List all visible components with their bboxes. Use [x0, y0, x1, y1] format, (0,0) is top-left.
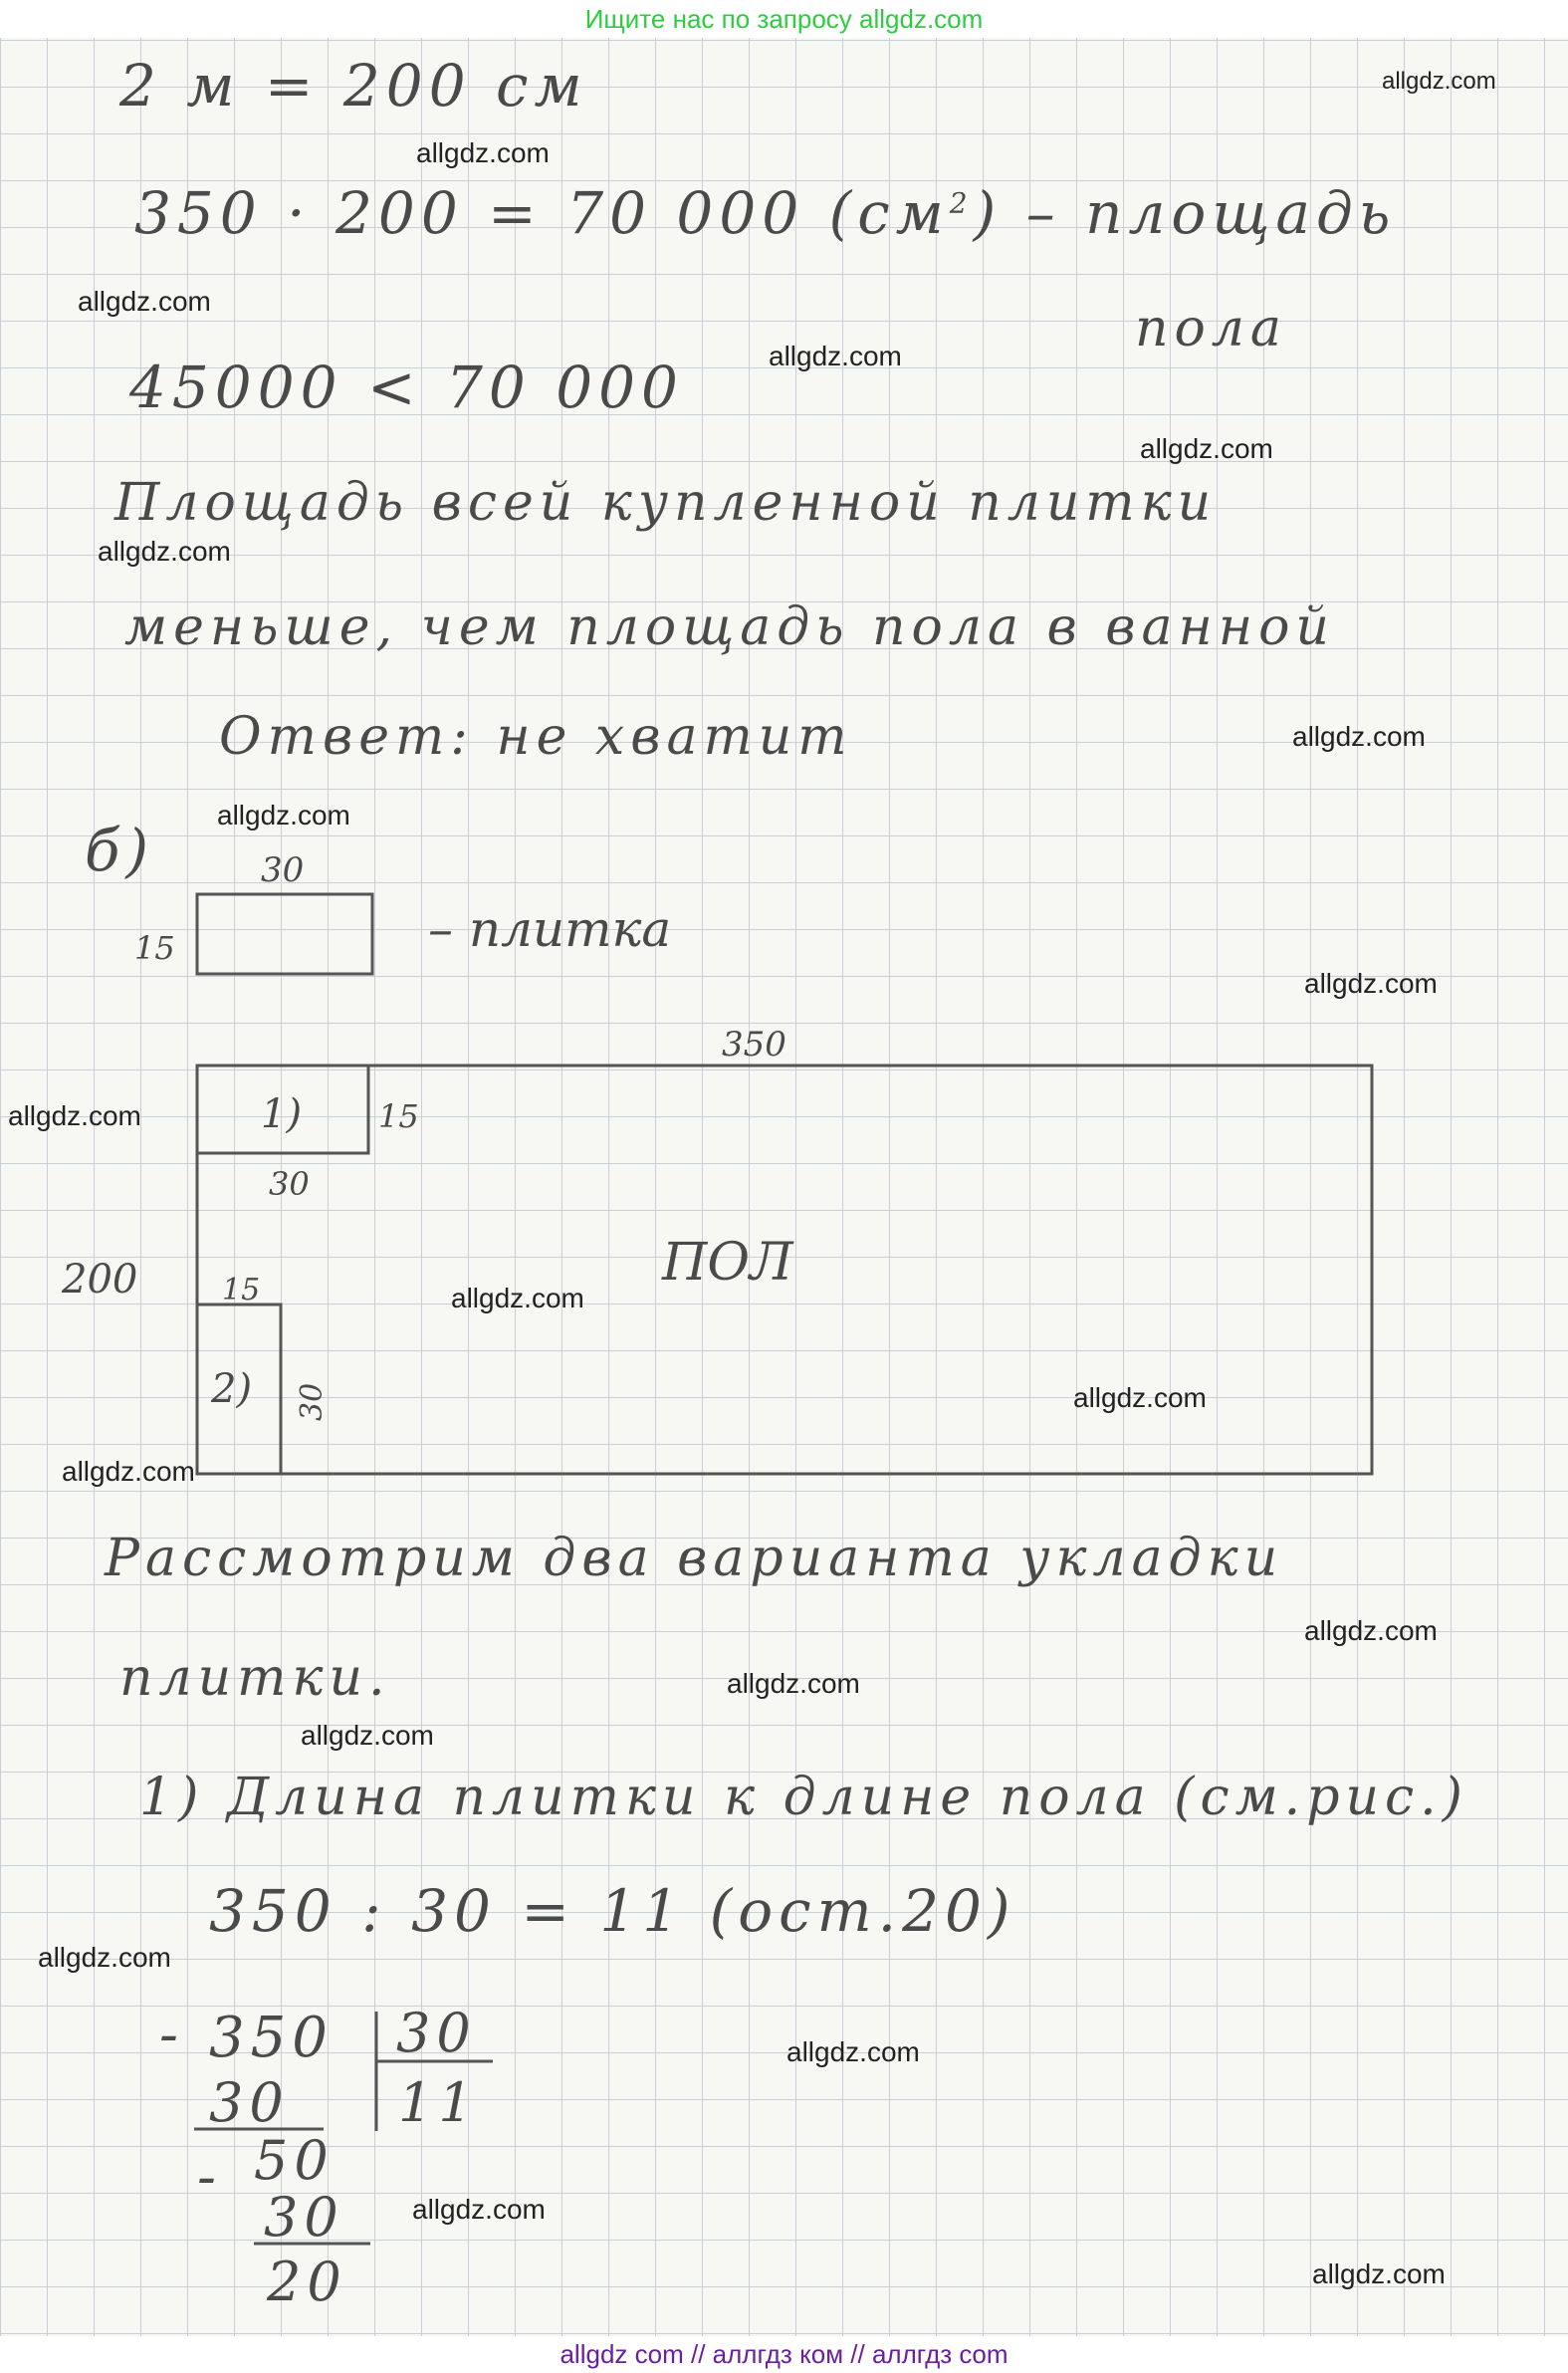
- division-remainder: 20: [267, 2251, 347, 2313]
- watermark: allgdz.com: [62, 1456, 195, 1487]
- area-unit-exponent: 2: [949, 186, 974, 220]
- watermark: allgdz.com: [1073, 1382, 1207, 1413]
- tile-rectangle: [197, 894, 372, 974]
- line-floor-word: пола: [1135, 299, 1287, 358]
- watermark: allgdz.com: [217, 800, 350, 831]
- watermark: allgdz.com: [1140, 433, 1273, 464]
- tile-height-label: 15: [134, 929, 175, 967]
- watermark: allgdz.com: [1304, 1615, 1438, 1646]
- watermark: allgdz.com: [98, 536, 231, 567]
- watermark: allgdz.com: [727, 1668, 860, 1699]
- division-remainder-step: 50: [254, 2129, 335, 2192]
- watermark: allgdz.com: [416, 137, 550, 168]
- watermark: allgdz.com: [38, 1942, 171, 1973]
- tile-1-bottom-label: 30: [269, 1165, 310, 1203]
- tile-1-label: 1): [261, 1091, 303, 1137]
- watermark: allgdz.com: [1382, 68, 1496, 95]
- line-division-result: 350 : 30 = 11 (ост.20): [209, 1877, 1016, 1945]
- top-banner: Ищите нас по запросу allgdz.com: [0, 0, 1568, 38]
- bottom-banner: allgdz com // аллгдз ком // аллгдз com: [0, 2336, 1568, 2373]
- division-quotient: 11: [398, 2071, 479, 2134]
- watermark: allgdz.com: [451, 1283, 584, 1313]
- watermark: allgdz.com: [301, 1720, 434, 1751]
- answer-line: Ответ: не хватит: [219, 707, 853, 767]
- line-tile-area-statement: Площадь всей купленной плитки: [114, 473, 1218, 533]
- watermark: allgdz.com: [78, 286, 211, 317]
- line-floor-comparison-statement: меньше, чем площадь пола в ванной: [124, 597, 1335, 657]
- watermark: allgdz.com: [1312, 2258, 1446, 2289]
- line-two-options: Рассмотрим два варианта укладки: [105, 1529, 1284, 1588]
- tile-2-top-label: 15: [222, 1273, 261, 1307]
- tile-width-label: 30: [261, 850, 305, 890]
- floor-width-label: 350: [722, 1025, 786, 1065]
- division-minus-1: -: [159, 2003, 178, 2067]
- watermark: allgdz.com: [786, 2036, 920, 2067]
- floor-height-label: 200: [62, 1257, 138, 1303]
- watermark: allgdz.com: [769, 341, 902, 371]
- line-tiles-word: плитки.: [119, 1648, 391, 1708]
- watermark: allgdz.com: [412, 2194, 546, 2225]
- area-expression: 350 · 200 = 70 000 (см: [134, 179, 950, 247]
- division-subtract-1: 30: [209, 2071, 290, 2134]
- tile-caption: – плитка: [428, 900, 672, 958]
- line-option-1: 1) Длина плитки к длине пола (см.рис.): [139, 1768, 1468, 1827]
- tile-2-side-label: 30: [295, 1382, 330, 1421]
- watermark: allgdz.com: [1304, 968, 1438, 999]
- tile-2-label: 2): [211, 1366, 253, 1412]
- division-dividend: 350: [209, 2006, 334, 2070]
- floor-label: ПОЛ: [662, 1233, 793, 1293]
- area-label: ) – площадь: [973, 179, 1397, 247]
- division-subtract-2: 30: [264, 2186, 344, 2249]
- watermark: allgdz.com: [1292, 721, 1426, 752]
- division-minus-2: -: [197, 2145, 216, 2210]
- division-divisor: 30: [396, 2002, 477, 2064]
- watermark: allgdz.com: [8, 1100, 141, 1131]
- line-2m-200cm: 2 м = 200 см: [119, 52, 588, 119]
- line-comparison: 45000 < 70 000: [129, 354, 684, 421]
- part-b-label: б): [85, 817, 155, 884]
- tile-1-side-label: 15: [378, 1097, 419, 1135]
